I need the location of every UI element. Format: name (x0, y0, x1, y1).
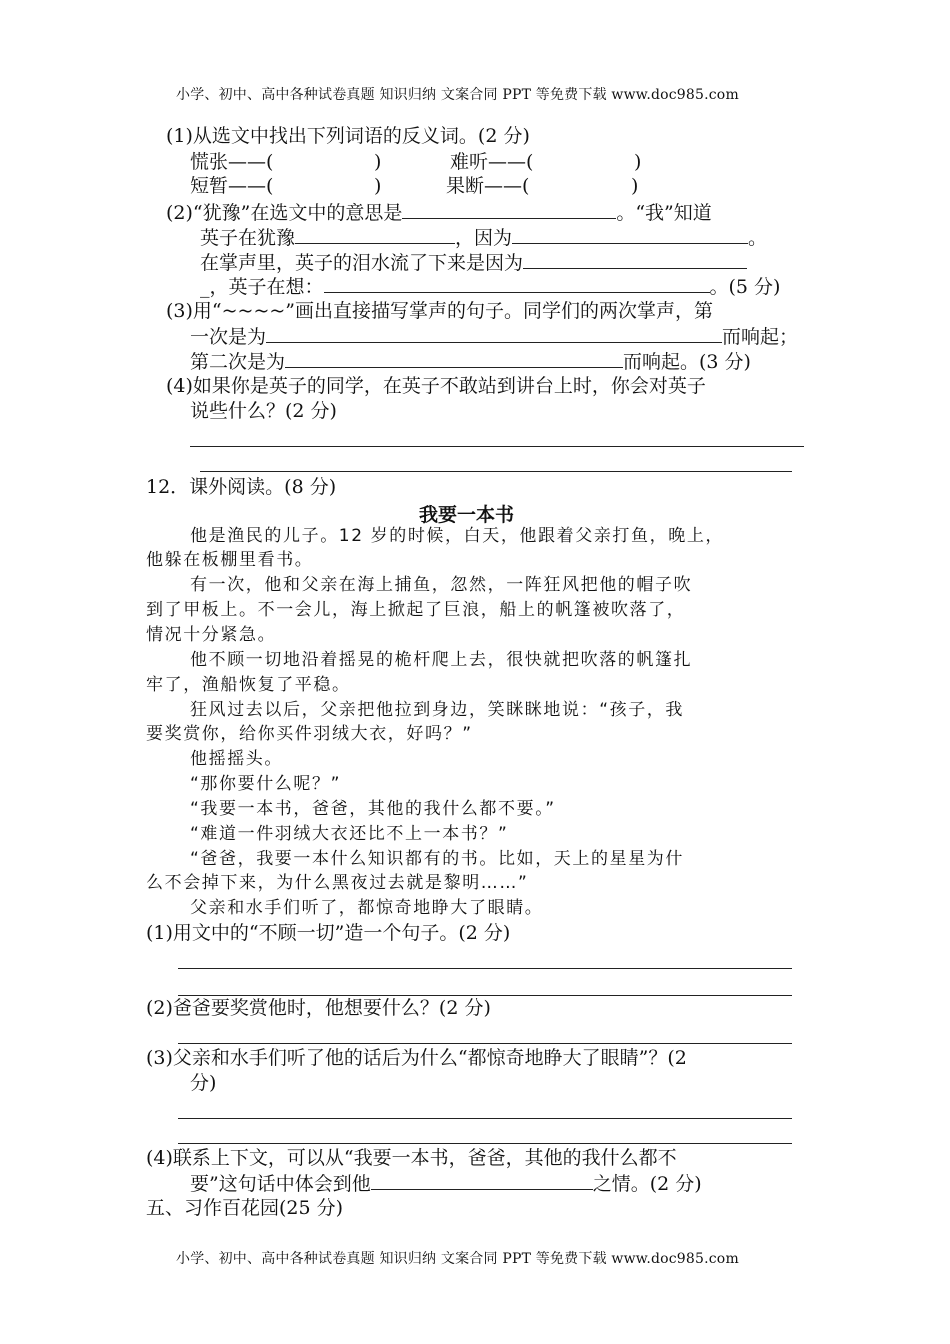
answer-line[interactable] (200, 471, 792, 472)
passage-line: 牢了，渔船恢复了平稳。 (146, 675, 351, 695)
answer-line[interactable] (178, 968, 792, 969)
question-4-line-1: (4)如果你是英子的同学，在英子不敢站到讲台上时，你会对英子 (166, 375, 706, 397)
antonym-close-3: ) (374, 175, 382, 197)
answer-blank[interactable] (523, 250, 747, 269)
passage-line: 有一次，他和父亲在海上捕鱼，忽然，一阵狂风把他的帽子吹 (190, 575, 693, 595)
passage-line: 他躲在板棚里看书。 (146, 550, 314, 570)
answer-line[interactable] (178, 1143, 792, 1144)
passage-line: “我要一本书，爸爸，其他的我什么都不要。” (190, 799, 556, 819)
passage-line: 他是渔民的儿子。12 岁的时候，白天，他跟着父亲打鱼，晚上， (190, 526, 725, 546)
answer-blank[interactable] (285, 349, 623, 368)
question-2-line-1: (2)“犹豫”在选文中的意思是 。“我”知道 (166, 202, 712, 224)
passage-line: 他摇摇头。 (190, 749, 283, 769)
answer-blank[interactable] (266, 324, 722, 343)
subquestion-3-line-1: (3)父亲和水手们听了他的话后为什么“都惊奇地睁大了眼睛”？(2 (146, 1047, 687, 1069)
passage-line: 父亲和水手们听了，都惊奇地睁大了眼睛。 (190, 898, 544, 918)
subquestion-2: (2)爸爸要奖赏他时，他想要什么？(2 分) (146, 997, 491, 1019)
page-footer: 小学、初中、高中各种试卷真题 知识归纳 文案合同 PPT 等免费下载 www.doc985.com (176, 1251, 739, 1267)
antonym-close-2: ) (634, 151, 642, 173)
answer-blank[interactable] (371, 1171, 593, 1190)
question-3-line-1: (3)用“~~~~”画出直接描写掌声的句子。同学们的两次掌声，第 (166, 300, 714, 322)
antonym-word-2: 难听——( (450, 151, 534, 173)
question-2-line-3: 在掌声里，英子的泪水流了下来是因为 (200, 250, 747, 276)
passage-line: 情况十分紧急。 (146, 625, 277, 645)
question-2-line-2: 英子在犹豫 ，因为 。 (200, 227, 768, 249)
subquestion-4-line-1: (4)联系上下文，可以从“我要一本书，爸爸，其他的我什么都不 (146, 1147, 677, 1169)
passage-line: 到了甲板上。不一会儿，海上掀起了巨浪，船上的帆篷被吹落了， (146, 600, 686, 620)
subquestion-1: (1)用文中的“不顾一切”造一个句子。(2 分) (146, 922, 511, 944)
antonym-close-1: ) (374, 151, 382, 173)
antonym-word-4: 果断——( (446, 175, 530, 197)
passage-title: 我要一本书 (419, 504, 515, 526)
answer-line[interactable] (178, 1043, 792, 1044)
answer-blank[interactable] (512, 225, 748, 244)
question-1-stem: (1)从选文中找出下列词语的反义词。(2 分) (166, 125, 530, 147)
answer-blank[interactable] (402, 200, 616, 219)
question-3-line-3: 第二次是为 而响起。(3 分) (190, 351, 751, 373)
passage-line: 他不顾一切地沿着摇晃的桅杆爬上去，很快就把吹落的帆篷扎 (190, 650, 693, 670)
answer-blank[interactable] (324, 274, 710, 293)
antonym-word-3: 短暂——( (190, 175, 274, 197)
question-12-label: 12．课外阅读。(8 分) (146, 476, 337, 498)
subquestion-3-line-2: 分) (190, 1072, 217, 1094)
answer-blank[interactable] (295, 225, 455, 244)
subquestion-4-line-2: 要”这句话中体会到他 之情。(2 分) (190, 1173, 702, 1195)
passage-line: 么不会掉下来，为什么黑夜过去就是黎明……” (146, 873, 529, 893)
passage-line: 狂风过去以后，父亲把他拉到身边，笑眯眯地说：“孩子，我 (190, 700, 685, 720)
passage-line: 要奖赏你，给你买件羽绒大衣，好吗？” (146, 724, 473, 744)
question-4-line-2: 说些什么？(2 分) (190, 400, 337, 422)
passage-line: “难道一件羽绒大衣还比不上一本书？” (190, 824, 509, 844)
passage-line: “爸爸，我要一本什么知识都有的书。比如，天上的星星为什 (190, 849, 685, 869)
antonym-word-1: 慌张——( (190, 151, 274, 173)
page-header: 小学、初中、高中各种试卷真题 知识归纳 文案合同 PPT 等免费下载 www.doc985.com (176, 87, 739, 103)
question-2-line-4: _，英子在想： 。(5 分) (200, 276, 781, 298)
antonym-close-4: ) (631, 175, 639, 197)
passage-line: “那你要什么呢？” (190, 774, 342, 794)
answer-line[interactable] (178, 1118, 792, 1119)
section-5-heading: 五、习作百花园(25 分) (146, 1197, 344, 1219)
question-3-line-2: 一次是为 而响起； (190, 326, 799, 348)
answer-line[interactable] (190, 446, 804, 447)
